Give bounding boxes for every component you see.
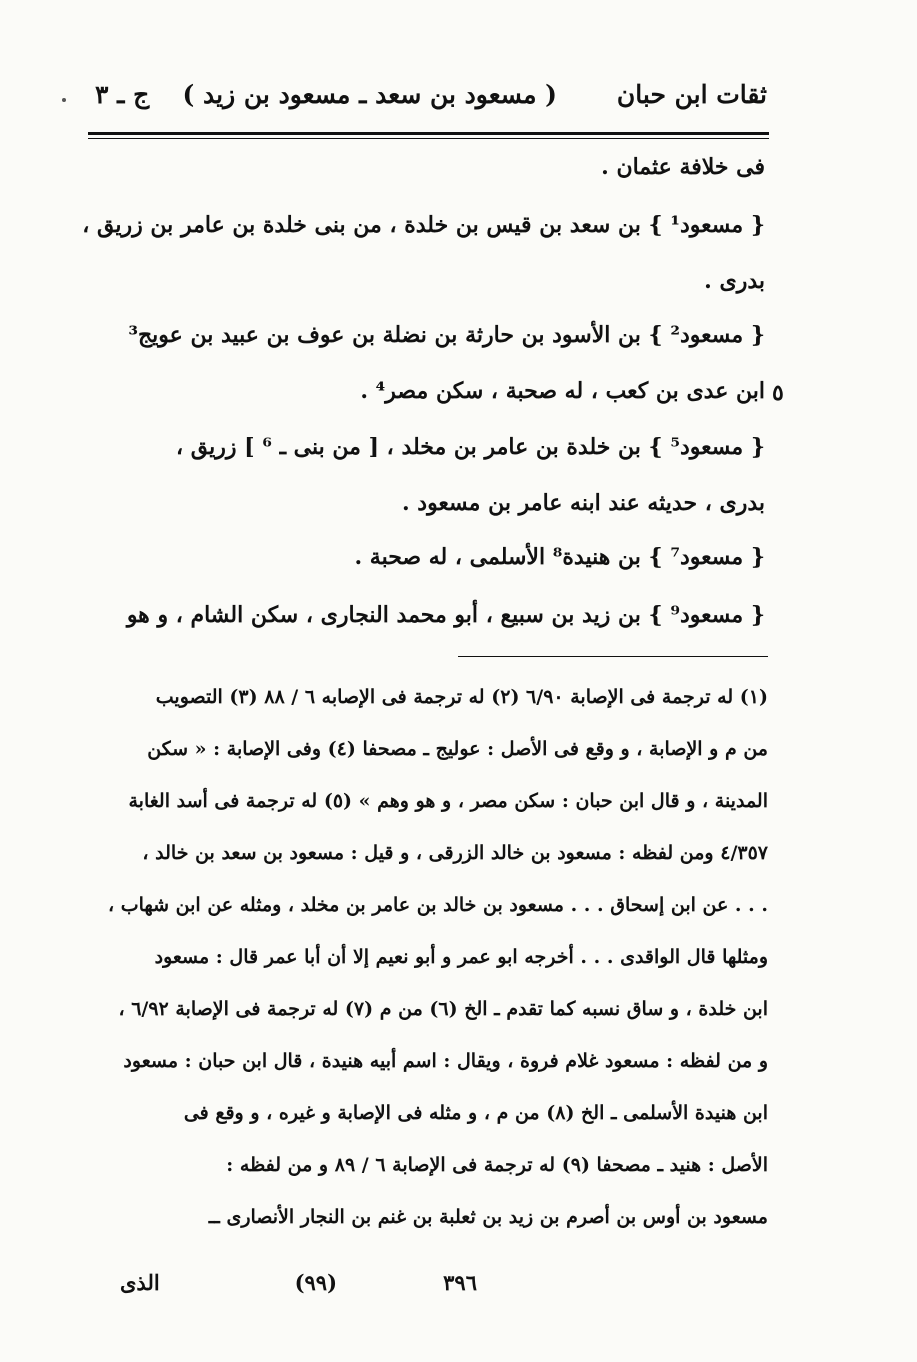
footnote-line: مسعود بن أوس بن أصرم بن زيد بن ثعلبة بن غنم بن النجار الأنصارى ــ [208, 1206, 768, 1228]
page-number: ٣٩٦ [443, 1270, 477, 1295]
page-speck [62, 98, 66, 102]
text-line: { مسعود¹ } بن سعد بن قيس بن خلدة ، من بنى خلدة بن عامر بن زريق ، [82, 212, 765, 238]
section-title: ( مسعود بن سعد ـ مسعود بن زيد ) [182, 80, 557, 109]
footnote-line: ومثلها قال الواقدى . . . أخرجه ابو عمر و أبو نعيم إلا أن أبا عمر قال : مسعود [154, 946, 768, 968]
catchword: الذى [120, 1270, 160, 1295]
text-line: فى خلافة عثمان . [601, 154, 765, 180]
text-line: بدرى . [704, 268, 765, 294]
text-line: { مسعود² } بن الأسود بن حارثة بن نضلة بن عوف بن عبيد بن عويج³ [128, 322, 765, 348]
line-number-marker: ٥ [772, 380, 784, 406]
footnote-separator [458, 656, 768, 657]
text-line: ابن عدى بن كعب ، له صحبة ، سكن مصر⁴ . [360, 378, 765, 404]
page-footer [120, 1270, 477, 1310]
footnote-line: من م و الإصابة ، و وقع فى الأصل : عوليج ـ مصحفا (٤) وفى الإصابة : « سكن [147, 738, 768, 760]
footnote-line: ابن خلدة ، و ساق نسبه كما تقدم ـ الخ (٦) من م (٧) له ترجمة فى الإصابة ٦/٩٢ ، [118, 998, 768, 1020]
footnote-line: ابن هنيدة الأسلمى ـ الخ (٨) من م ، و مثله فى الإصابة و غيره ، و وقع فى [183, 1102, 768, 1124]
text-line: { مسعود⁹ } بن زيد بن سبيع ، أبو محمد النجارى ، سكن الشام ، و هو [126, 602, 765, 628]
sheet-number: (٩٩) [294, 1270, 337, 1295]
footnote-line: المدينة ، و قال ابن حبان : سكن مصر ، و هو وهم » (٥) له ترجمة فى أسد الغابة [128, 790, 768, 812]
footnote-line: . . . عن ابن إسحاق . . . مسعود بن خالد بن عامر بن مخلد ، ومثله عن ابن شهاب ، [107, 894, 768, 916]
footnote-line: و من لفظه : مسعود غلام فروة ، ويقال : اسم أبيه هنيدة ، قال ابن حبان : مسعود [123, 1050, 768, 1072]
volume-label: ج ـ ٣ [95, 80, 150, 109]
footnote-line: الأصل : هنيد ـ مصحفا (٩) له ترجمة فى الإصابة ٦ / ٨٩ و من لفظه : [226, 1154, 768, 1176]
text-line: { مسعود⁵ } بن خلدة بن عامر بن مخلد ، [ من بنى ـ ⁶ ] زريق ، [176, 434, 765, 460]
text-line: { مسعود⁷ } بن هنيدة⁸ الأسلمى ، له صحبة . [354, 544, 765, 570]
footnote-line: ٤/٣٥٧ ومن لفظه : مسعود بن خالد الزرقى ، و قيل : مسعود بن سعد بن خالد ، [142, 842, 768, 864]
footnote-line: (١) له ترجمة فى الإصابة ٦/٩٠ (٢) له ترجمة فى الإصابه ٦ / ٨٨ (٣) التصويب [155, 686, 768, 708]
running-header [95, 76, 767, 124]
text-line: بدرى ، حديثه عند ابنه عامر بن مسعود . [401, 490, 765, 516]
header-rule [88, 132, 769, 139]
book-title: ثقات ابن حبان [616, 80, 767, 109]
